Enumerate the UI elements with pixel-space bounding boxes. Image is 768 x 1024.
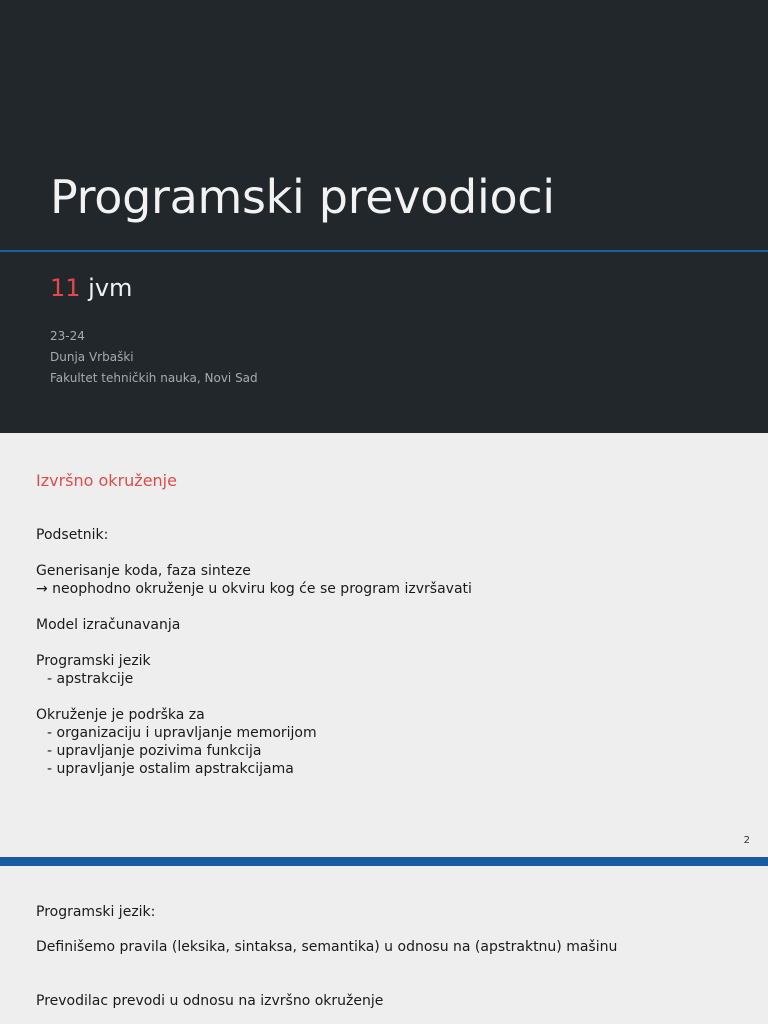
body-line: - organizaciju i upravljanje memorijom	[47, 725, 317, 741]
author-name: Dunja Vrbaški	[50, 350, 134, 364]
body-line: Okruženje je podrška za	[36, 707, 205, 723]
body-line: Podsetnik:	[36, 527, 109, 543]
body-line: Definišemo pravila (leksika, sintaksa, semantika) u odnosu na (apstraktnu) mašinu	[36, 939, 618, 955]
body-line: → neophodno okruženje u okviru kog će se program izvršavati	[36, 581, 472, 597]
body-line: Programski jezik:	[36, 904, 156, 920]
body-line: Generisanje koda, faza sinteze	[36, 563, 251, 579]
slide-divider	[0, 857, 768, 866]
page-number: 2	[743, 835, 750, 846]
lecture-topic: jvm	[80, 274, 133, 302]
title-slide	[0, 0, 768, 433]
next-slide	[0, 866, 768, 1024]
academic-year: 23-24	[50, 329, 85, 343]
body-line: - upravljanje ostalim apstrakcijama	[47, 761, 294, 777]
lecture-number: 11	[50, 274, 81, 302]
body-line: - upravljanje pozivima funkcija	[47, 743, 262, 759]
title-rule	[0, 250, 768, 252]
content-slide	[0, 433, 768, 857]
body-line: Programski jezik	[36, 653, 151, 669]
slide-meta	[50, 326, 258, 389]
body-line: Model izračunavanja	[36, 617, 181, 633]
institution-name: Fakultet tehničkih nauka, Novi Sad	[50, 371, 258, 385]
slide-heading: Izvršno okruženje	[36, 471, 177, 490]
slide-subtitle	[50, 274, 132, 302]
body-line: Prevodilac prevodi u odnosu na izvršno okruženje	[36, 993, 384, 1009]
slide-body	[36, 526, 472, 778]
body-line: - apstrakcije	[47, 671, 134, 687]
slide-title: Programski prevodioci	[50, 170, 555, 224]
